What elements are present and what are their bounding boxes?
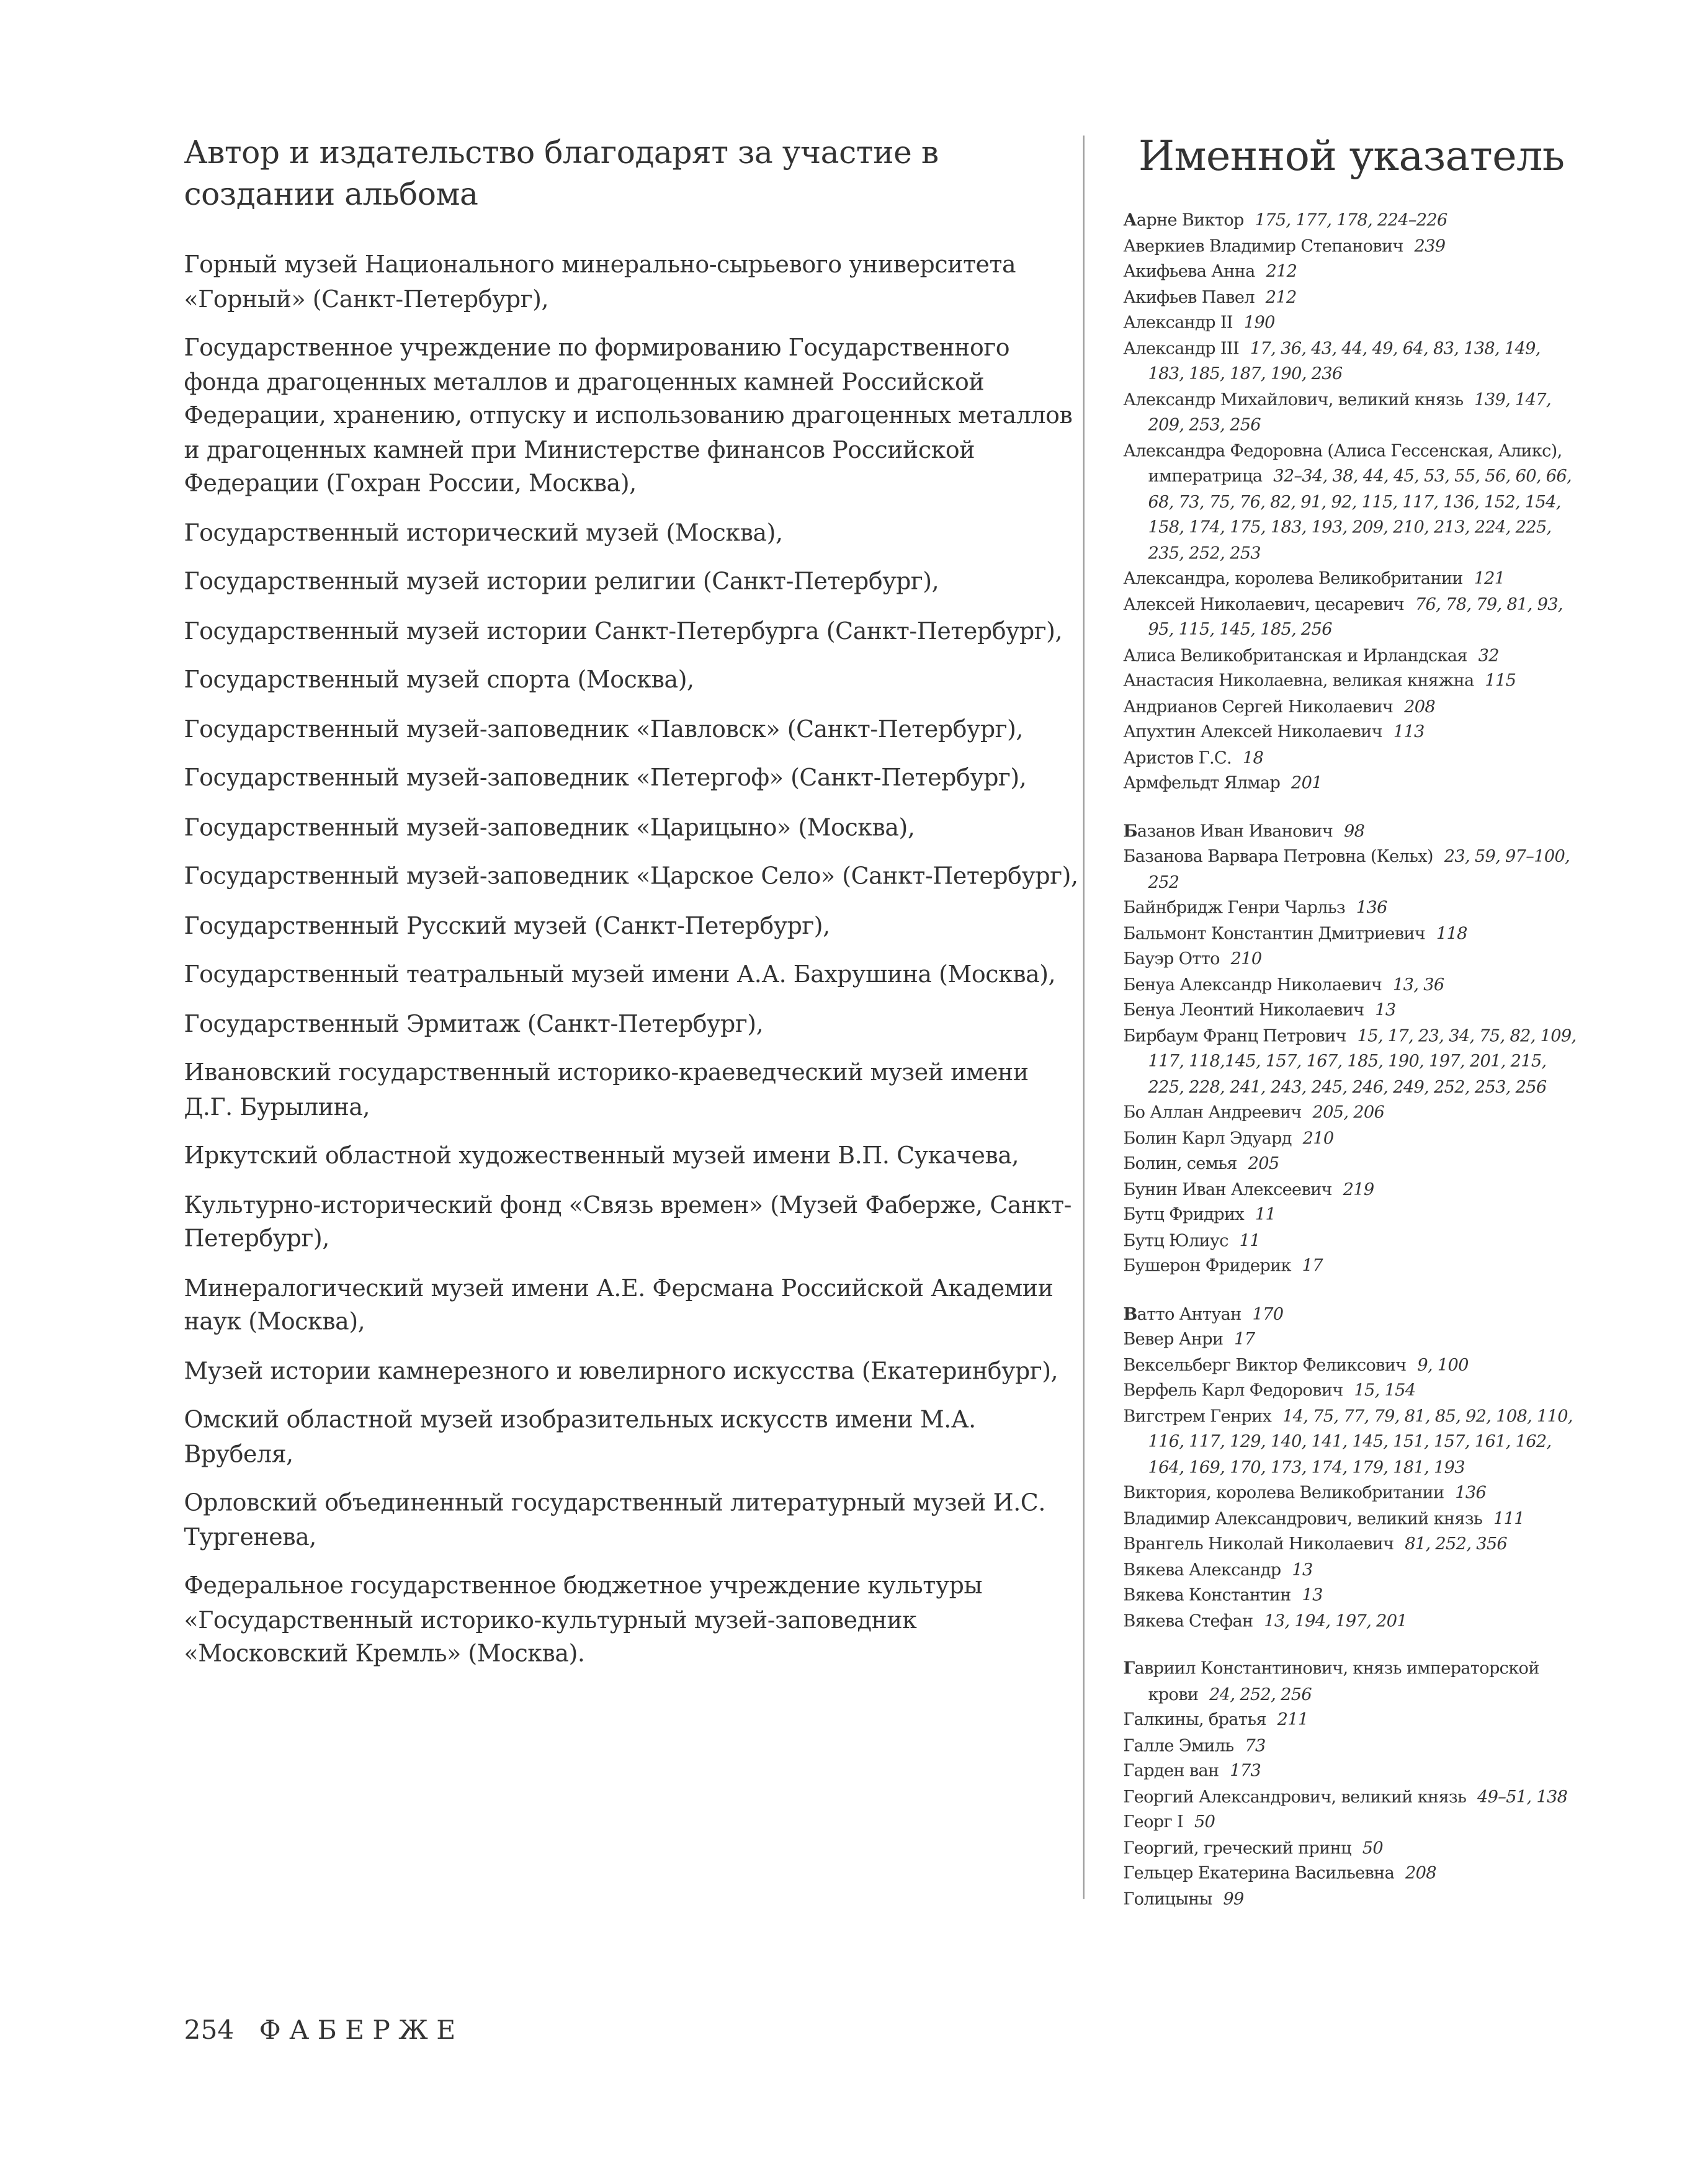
index-entry-name: Аристов Г.С.	[1123, 747, 1232, 768]
index-entry-pages: 210	[1302, 1127, 1334, 1148]
index-entry-pages: 201	[1291, 773, 1322, 793]
index-entry-name: Аверкиев Владимир Степанович	[1123, 236, 1403, 256]
index-entry-name: Акифьева Анна	[1123, 261, 1255, 281]
institution-item: Горный музей Национального минерально-сырьевого университета «Горный» (Санкт-Петербург),	[184, 251, 1016, 313]
index-entry-name: Базанова Варвара Петровна (Кельх)	[1123, 846, 1433, 866]
institution-item: Государственный театральный музей имени А.А. Бахрушина (Москва),	[184, 961, 1056, 989]
index-entry-name: Александра Федоровна (Алиса Гессенская, Аликс), императрица	[1123, 441, 1562, 486]
institution-item: Государственный музей-заповедник «Павловск» (Санкт-Петербург),	[184, 715, 1024, 744]
index-entry-pages: 17	[1302, 1256, 1323, 1276]
index-entry-name: Виктория, королева Великобритании	[1123, 1482, 1444, 1503]
index-entry-name: Бушерон Фридерик	[1123, 1256, 1291, 1276]
institution-item: Государственный Русский музей (Санкт-Петербург),	[184, 912, 830, 940]
index-entry	[1123, 1377, 1580, 1403]
index-entry-pages: 115	[1485, 671, 1516, 691]
institution-item: Государственный исторический музей (Москва),	[184, 519, 783, 547]
index-entry-pages: 13, 36	[1393, 974, 1444, 994]
index-entry-pages: 212	[1265, 287, 1297, 307]
index-entry-name: авриил Константинович, князь императорской крови	[1134, 1658, 1539, 1704]
index-entry	[1123, 668, 1580, 694]
institution-item: Минералогический музей имени А.Е. Ферсмана Российской Академии наук (Москва),	[184, 1274, 1054, 1336]
index-entry-name: Бо Аллан Андреевич	[1123, 1102, 1302, 1122]
index-entry	[1123, 1228, 1580, 1253]
index-entry-name: Вигстрем Генрих	[1123, 1406, 1272, 1426]
index-entry-pages: 15, 17, 23, 34, 75, 82, 109, 117, 118,145, 157, 167, 185, 190, 197, 201, 215, 225, 228, 241, 243, 245, 246, 249, 252, 253, 256	[1148, 1026, 1577, 1096]
index-entry	[1123, 591, 1580, 642]
index-entry	[1123, 1253, 1580, 1279]
index-entry-pages: 32	[1478, 645, 1499, 665]
index-entry-name: Байнбридж Генри Чарльз	[1123, 897, 1346, 918]
acknowledgements-section	[184, 133, 1083, 1687]
index-entry	[1123, 284, 1580, 310]
index-entry	[1123, 1099, 1580, 1125]
index-entry-pages: 190	[1243, 312, 1275, 333]
index-entry-name: азанов Иван Иванович	[1137, 821, 1333, 841]
index-entry-pages: 99	[1223, 1889, 1244, 1909]
index-entry-pages: 49–51, 138	[1477, 1786, 1568, 1806]
index-entry-name: Александра, королева Великобритании	[1123, 568, 1463, 588]
index-entry-pages: 212	[1266, 261, 1297, 281]
index-entry-pages: 139, 147, 209, 253, 256	[1148, 389, 1551, 435]
index-entry-pages: 173	[1230, 1760, 1261, 1781]
index-entry-name: Алиса Великобританская и Ирландская	[1123, 645, 1467, 665]
index-entry-name: Гарден ван	[1123, 1760, 1219, 1781]
index-entry-pages: 9, 100	[1417, 1354, 1469, 1374]
index-entry-initial: А	[1123, 210, 1137, 230]
index-entry-pages: 76, 78, 79, 81, 93, 95, 115, 145, 185, 256	[1148, 594, 1563, 639]
index-entry	[1123, 1582, 1580, 1608]
index-entry-pages: 208	[1405, 1863, 1436, 1883]
index-letter-group	[1123, 207, 1580, 796]
institution-item: Музей истории камнерезного и ювелирного искусства (Екатеринбург),	[184, 1358, 1058, 1385]
index-entry-name: Алексей Николаевич, цесаревич	[1123, 594, 1405, 614]
index-entry-name: Бирбаум Франц Петрович	[1123, 1026, 1346, 1045]
institution-item: Государственный Эрмитаж (Санкт-Петербург),	[184, 1010, 764, 1039]
index-entry-name: Георгий, греческий принц	[1123, 1837, 1351, 1857]
index-entry	[1123, 818, 1580, 844]
index-entry-pages: 219	[1343, 1179, 1374, 1199]
index-entry-name: Вякева Константин	[1123, 1585, 1291, 1604]
institution-item: Государственный музей-заповедник «Царицыно» (Москва),	[184, 813, 915, 842]
index-entry-name: Бауэр Отто	[1123, 949, 1220, 969]
institution-item: Орловский объединенный государственный литературный музей И.С. Тургенева,	[184, 1489, 1045, 1552]
index-entry	[1123, 921, 1580, 946]
institution-item: Государственный музей-заповедник «Царское Село» (Санкт-Петербург),	[184, 863, 1078, 891]
name-index-title: Именной указатель	[1138, 133, 1565, 182]
index-entry-pages: 111	[1493, 1508, 1524, 1528]
index-entry	[1123, 310, 1580, 335]
index-entry-pages: 239	[1414, 236, 1446, 256]
index-entry-pages: 136	[1356, 897, 1387, 918]
index-entry-pages: 118	[1436, 923, 1467, 943]
index-entry-name: Гельцер Екатерина Васильевна	[1123, 1863, 1395, 1883]
index-entry-pages: 15, 154	[1354, 1380, 1416, 1400]
index-entry-pages: 210	[1230, 949, 1262, 969]
index-entry	[1123, 1557, 1580, 1582]
index-letter-group	[1123, 818, 1580, 1279]
index-entry	[1123, 1480, 1580, 1505]
index-entry-name: Бунин Иван Алексеевич	[1123, 1179, 1332, 1199]
index-entry-name: Бальмонт Константин Дмитриевич	[1123, 923, 1426, 943]
index-entry-name: Георгий Александрович, великий князь	[1123, 1786, 1467, 1806]
acknowledgements-title: Автор и издательство благодарят за участие в создании альбома	[184, 135, 939, 213]
index-entry-name: Верфель Карл Федорович	[1123, 1380, 1343, 1400]
index-entry-name: Бенуа Александр Николаевич	[1123, 974, 1382, 994]
index-list	[1123, 207, 1580, 1911]
index-entry	[1123, 259, 1580, 284]
index-entry-pages: 205, 206	[1312, 1102, 1385, 1122]
index-entry-pages: 14, 75, 77, 79, 81, 85, 92, 108, 110, 116, 117, 129, 140, 141, 145, 151, 157, 161, 162, 164, 169, 170, 173, 174, 179, 181, 193	[1148, 1406, 1573, 1477]
index-entry	[1123, 946, 1580, 972]
index-entry	[1123, 1860, 1580, 1886]
institutions-list	[184, 249, 1083, 1672]
index-entry	[1123, 1531, 1580, 1557]
index-entry	[1123, 997, 1580, 1023]
index-entry-name: арне Виктор	[1136, 210, 1244, 230]
index-entry-name: Апухтин Алексей Николаевич	[1123, 722, 1382, 741]
index-entry	[1123, 1327, 1580, 1352]
index-entry	[1123, 1655, 1580, 1706]
index-entry	[1123, 1707, 1580, 1732]
index-entry-pages: 73	[1245, 1735, 1266, 1755]
index-entry	[1123, 207, 1580, 233]
index-entry-name: атто Антуан	[1137, 1304, 1241, 1323]
index-entry	[1123, 1732, 1580, 1758]
index-entry-pages: 32–34, 38, 44, 45, 53, 55, 56, 60, 66, 68, 73, 75, 76, 82, 91, 92, 115, 117, 136, 152, 154, 158, 174, 175, 183, 193, 209, 210, 213, 224, 225, 235, 252, 253	[1148, 466, 1572, 563]
index-entry-pages: 13	[1292, 1559, 1313, 1579]
index-entry	[1123, 972, 1580, 997]
index-entry-name: Александр III	[1123, 338, 1240, 358]
index-entry	[1123, 1301, 1580, 1327]
column-divider	[1083, 135, 1085, 1899]
index-entry-name: Вякева Александр	[1123, 1559, 1281, 1579]
index-entry-pages: 17	[1234, 1329, 1255, 1349]
index-entry-pages: 23, 59, 97–100, 252	[1148, 846, 1570, 892]
index-entry	[1123, 1506, 1580, 1531]
institution-item: Государственный музей спорта (Москва),	[184, 666, 694, 695]
institution-item: Культурно-исторический фонд «Связь времен» (Музей Фаберже, Санкт-Петербург),	[184, 1191, 1072, 1253]
index-entry-pages: 11	[1239, 1230, 1260, 1250]
page-footer	[184, 2013, 464, 2049]
index-entry	[1123, 1835, 1580, 1860]
index-entry	[1123, 1608, 1580, 1634]
index-entry-pages: 98	[1343, 821, 1365, 841]
index-entry	[1123, 844, 1580, 895]
index-entry	[1123, 895, 1580, 920]
index-entry-name: Георг I	[1123, 1812, 1184, 1832]
index-entry-initial: Г	[1123, 1658, 1135, 1678]
index-entry	[1123, 1151, 1580, 1176]
index-entry	[1123, 771, 1580, 796]
book-title: ФАБЕРЖЕ	[259, 2015, 464, 2046]
index-entry-name: Бутц Юлиус	[1123, 1230, 1228, 1250]
institution-item: Омский областной музей изобразительных искусств имени М.А. Врубеля,	[184, 1407, 976, 1469]
index-entry-name: Анастасия Николаевна, великая княжна	[1123, 671, 1474, 691]
index-entry-name: Вякева Стефан	[1123, 1611, 1253, 1631]
index-entry-name: Александр II	[1123, 312, 1233, 333]
institution-item: Государственный музей-заповедник «Петергоф» (Санкт-Петербург),	[184, 764, 1027, 793]
index-entry-name: Бутц Фридрих	[1123, 1204, 1245, 1224]
index-entry	[1123, 1126, 1580, 1151]
index-entry	[1123, 1176, 1580, 1202]
index-entry-pages: 175, 177, 178, 224–226	[1255, 210, 1447, 230]
institution-item: Иркутский областной художественный музей имени В.П. Сукачева,	[184, 1142, 1019, 1170]
institution-item: Государственный музей истории религии (Санкт-Петербург),	[184, 568, 939, 596]
index-entry-name: Армфельдт Ялмар	[1123, 773, 1281, 793]
index-entry-name: Андрианов Сергей Николаевич	[1123, 696, 1394, 716]
index-entry	[1123, 1886, 1580, 1912]
index-entry	[1123, 1758, 1580, 1783]
index-entry-pages: 17, 36, 43, 44, 49, 64, 83, 138, 149, 183, 185, 187, 190, 236	[1148, 338, 1541, 383]
institution-item: Государственный музей истории Санкт-Петербурга (Санкт-Петербург),	[184, 617, 1063, 645]
index-entry-pages: 121	[1474, 568, 1505, 588]
index-entry-pages: 136	[1455, 1482, 1487, 1503]
index-entry-initial: В	[1123, 1304, 1137, 1323]
index-entry	[1123, 719, 1580, 745]
index-entry	[1123, 566, 1580, 591]
index-entry-pages: 13, 194, 197, 201	[1264, 1611, 1407, 1631]
index-entry-name: Акифьев Павел	[1123, 287, 1255, 307]
index-entry-name: Галле Эмиль	[1123, 1735, 1234, 1755]
index-entry-pages: 113	[1393, 722, 1425, 741]
index-entry-name: Вевер Анри	[1123, 1329, 1224, 1349]
index-entry-pages: 170	[1252, 1304, 1284, 1323]
index-entry	[1123, 438, 1580, 566]
index-entry-pages: 208	[1404, 696, 1435, 716]
index-entry-name: Врангель Николай Николаевич	[1123, 1534, 1394, 1554]
index-entry	[1123, 336, 1580, 387]
index-entry	[1123, 643, 1580, 668]
index-entry	[1123, 745, 1580, 770]
index-entry-pages: 18	[1242, 747, 1264, 768]
index-entry-name: Галкины, братья	[1123, 1709, 1266, 1729]
index-letter-group	[1123, 1655, 1580, 1911]
index-letter-group	[1123, 1301, 1580, 1634]
index-entry-name: Болин Карл Эдуард	[1123, 1127, 1292, 1148]
index-entry-pages: 11	[1255, 1204, 1276, 1224]
index-entry-name: Голицыны	[1123, 1889, 1212, 1909]
index-entry	[1123, 1352, 1580, 1377]
index-entry	[1123, 233, 1580, 259]
index-entry-initial: Б	[1123, 821, 1137, 841]
index-entry	[1123, 1809, 1580, 1835]
index-entry-name: Вексельберг Виктор Феликсович	[1123, 1354, 1407, 1374]
name-index-section	[1123, 130, 1580, 1934]
index-entry	[1123, 1202, 1580, 1227]
index-entry-pages: 13	[1302, 1585, 1323, 1604]
index-entry-name: Александр Михайлович, великий князь	[1123, 389, 1464, 409]
index-entry-pages: 205	[1248, 1153, 1279, 1173]
institution-item: Государственное учреждение по формированию Государственного фонда драгоценных металлов и драгоценных камней Российской Федерации, хранению, отпуску и использованию драгоценных металлов и драгоценных камней при Министерстве финансов Российской Федерации (Гохран России, Москва),	[184, 334, 1073, 498]
index-entry-name: Бенуа Леонтий Николаевич	[1123, 1000, 1364, 1019]
institution-item: Федеральное государственное бюджетное учреждение культуры «Государственный историко-культурный музей-заповедник «Московский Кремль» (Москва).	[184, 1572, 983, 1668]
index-entry	[1123, 694, 1580, 719]
index-entry	[1123, 1403, 1580, 1480]
institution-item: Ивановский государственный историко-краеведческий музей имени Д.Г. Бурылина,	[184, 1059, 1029, 1121]
index-entry-name: Владимир Александрович, великий князь	[1123, 1508, 1483, 1528]
index-entry	[1123, 1023, 1580, 1100]
index-entry	[1123, 387, 1580, 437]
index-entry-pages: 81, 252, 356	[1405, 1534, 1508, 1554]
index-entry-pages: 50	[1194, 1812, 1215, 1832]
index-entry	[1123, 1784, 1580, 1809]
index-entry-pages: 24, 252, 256	[1209, 1684, 1312, 1704]
index-entry-name: Болин, семья	[1123, 1153, 1237, 1173]
index-entry-pages: 13	[1375, 1000, 1396, 1019]
index-entry-pages: 211	[1277, 1709, 1309, 1729]
index-entry-pages: 50	[1362, 1837, 1383, 1857]
page-number: 254	[184, 2015, 235, 2046]
